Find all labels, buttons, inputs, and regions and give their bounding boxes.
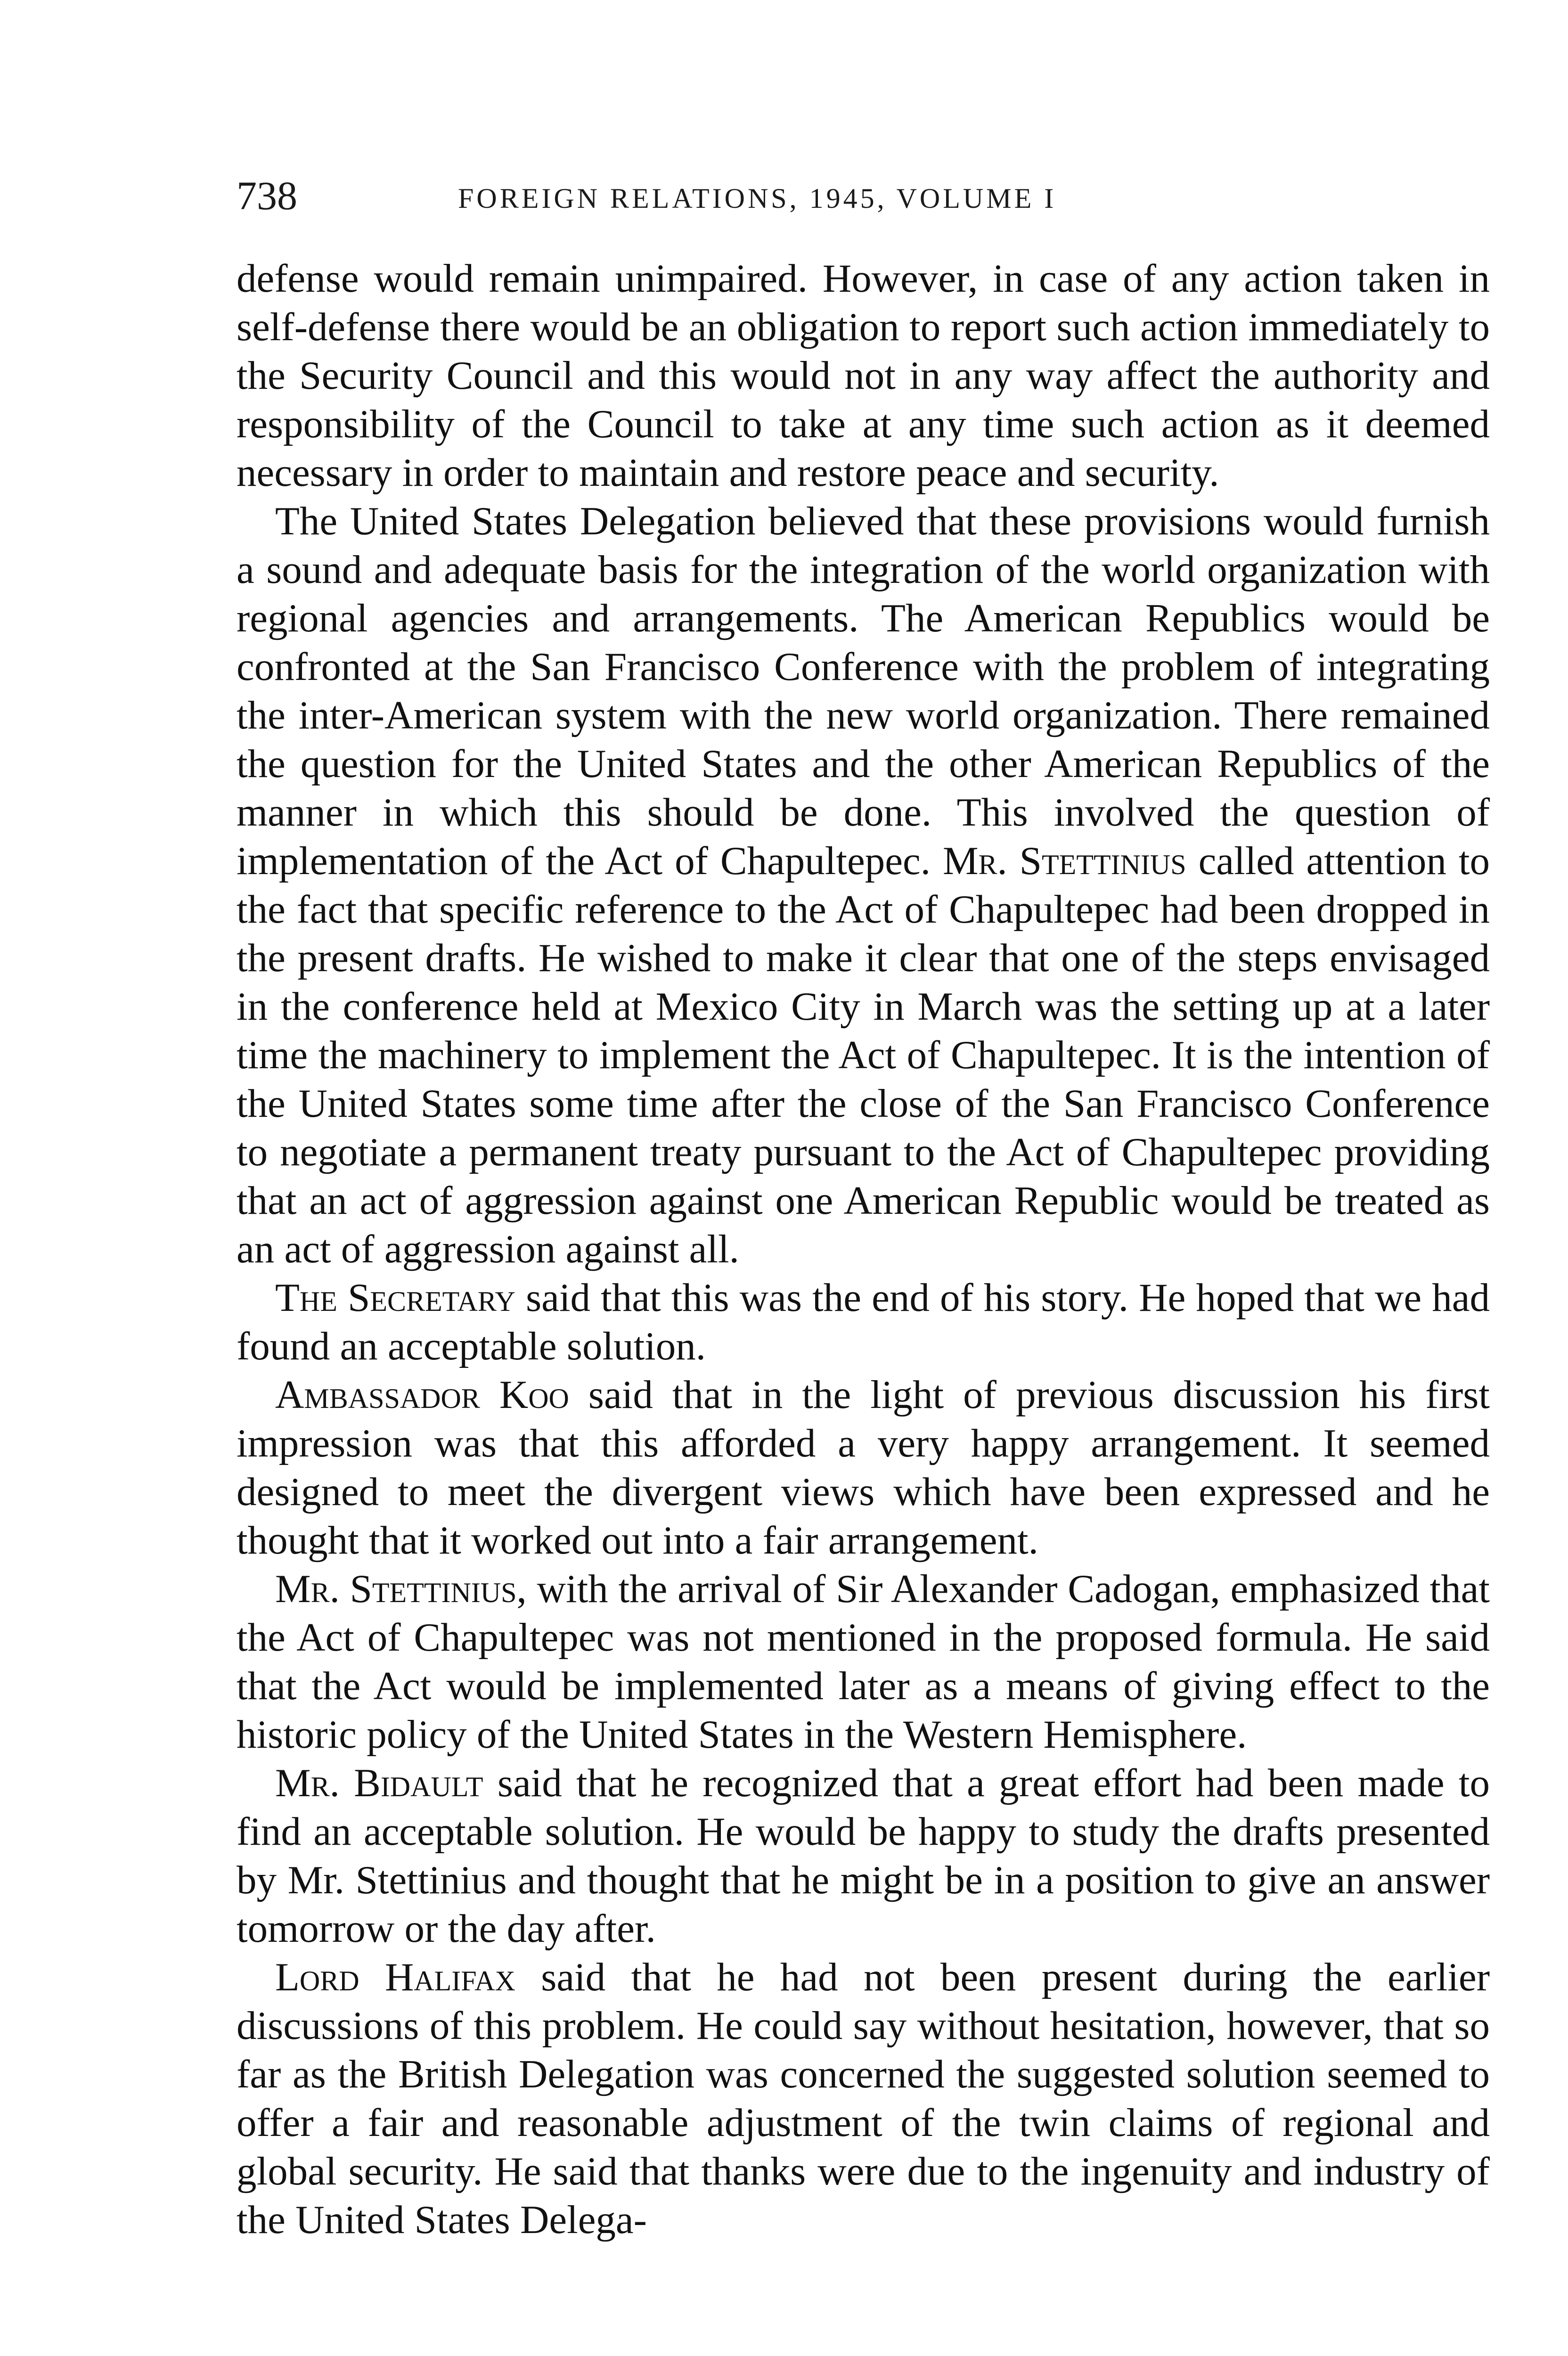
speaker-name: Mr. Bidault xyxy=(275,1761,483,1805)
running-title: FOREIGN RELATIONS, 1945, VOLUME I xyxy=(458,183,1057,214)
paragraph-text: The United States Delegation believed that these provisions would furnish a sound and adequate basis for the integration of the world organization with regional agencies and arrangements. The American Republics would be confronted at the San Francisco Conference with the problem of integrating the inter-American system with the new world organization. There remained the question for the United States and the other American Republics of the manner in which this should be done. This involved the question of implementation of the Act of Chapultepec. xyxy=(237,499,1490,883)
paragraph-text: said that this was the end of his story. He hoped that we had found an acceptable solution. xyxy=(237,1276,1490,1368)
paragraph-text: said that he had not been present during the earlier discussions of this problem. He could say without hesitation, however, that so far as the British Delegation was concerned the suggested solution seemed to offer a fair and reasonable adjustment of the twin claims of regional and global security. He said that thanks were due to the ingenuity and industry of the United States Delega- xyxy=(237,1955,1490,2242)
paragraph-koo xyxy=(237,1371,1490,1565)
speaker-name: Mr. Stettinius xyxy=(942,839,1186,883)
paragraph-secretary xyxy=(237,1274,1490,1371)
paragraph-delegation xyxy=(237,497,1490,1274)
speaker-name: The Secretary xyxy=(275,1276,515,1320)
page-number: 738 xyxy=(237,173,297,218)
paragraph-text: defense would remain unimpaired. However, in case of any action taken in self-defense there would be an obligation to report such action immediately to the Security Council and this would not in any way affect the authority and responsibility of the Council to take at any time such action as it deemed necessary in order to maintain and restore peace and security. xyxy=(237,256,1490,495)
body-text xyxy=(237,254,1490,2244)
paragraph-text: with the arrival of Sir Alexander Cadogan, emphasized that the Act of Chapultepec was not mentioned in the proposed formula. He said that the Act would be implemented later as a means of giving effect to the historic policy of the United States in the Western Hemisphere. xyxy=(237,1567,1490,1757)
paragraph-text: called attention to the fact that specific reference to the Act of Chapultepec had been dropped in the present drafts. He wished to make it clear that one of the steps envisaged in the conference held at Mexico City in March was the setting up at a later time the machinery to implement the Act of Chapultepec. It is the intention of the United States some time after the close of the San Francisco Conference to negotiate a permanent treaty pursuant to the Act of Chapultepec providing that an act of aggression against one American Republic would be treated as an act of aggression against all. xyxy=(237,839,1490,1271)
paragraph-halifax xyxy=(237,1953,1490,2244)
paragraph-text: said that in the light of previous discussion his first impression was that this afforded a very happy arrangement. It seemed designed to meet the divergent views which have been expressed and he thought that it worked out into a fair arrangement. xyxy=(237,1373,1490,1562)
speaker-name: Mr. Stettinius, xyxy=(275,1567,527,1611)
page-header xyxy=(237,170,1485,221)
speaker-name: Ambassador Koo xyxy=(275,1373,569,1417)
paragraph-continued xyxy=(237,254,1490,497)
paragraph-stettinius xyxy=(237,1565,1490,1759)
speaker-name: Lord Halifax xyxy=(275,1955,515,1999)
paragraph-text: said that he recognized that a great effort had been made to find an acceptable solution. He would be happy to study the drafts presented by Mr. Stettinius and thought that he might be in a position to give an answer tomorrow or the day after. xyxy=(237,1761,1490,1951)
paragraph-bidault xyxy=(237,1759,1490,1953)
